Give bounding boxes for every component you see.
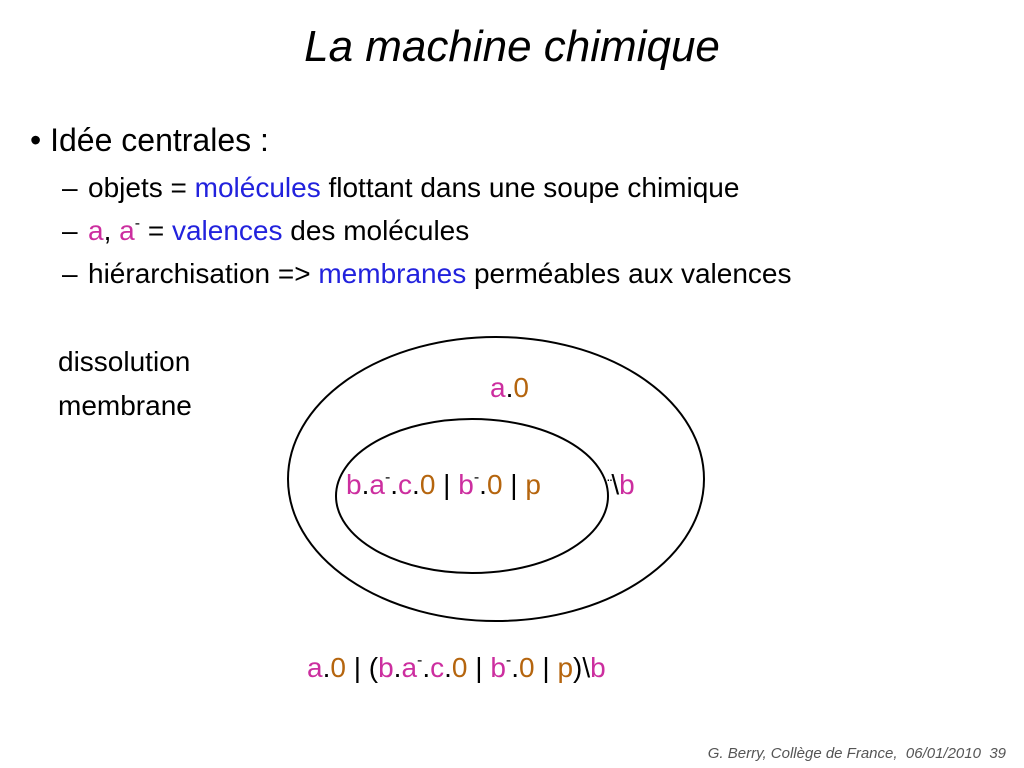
- text-segment: molécules: [194, 172, 321, 203]
- text-segment: p: [557, 652, 574, 683]
- superscript: -: [134, 214, 141, 232]
- dash-marker: –: [62, 258, 78, 289]
- text-segment: |: [467, 652, 491, 683]
- bottom-formula-text: [307, 652, 606, 683]
- footer-author: G. Berry, Collège de France,: [707, 745, 898, 762]
- text-segment: hiérarchisation =>: [88, 258, 319, 289]
- side-label-membrane: membrane: [58, 390, 192, 421]
- superscript: -: [473, 468, 480, 486]
- restriction-label: [606, 469, 635, 501]
- text-segment: |: [435, 469, 459, 500]
- text-segment: a: [369, 469, 385, 500]
- restriction-symbol: \: [611, 469, 620, 500]
- text-segment: |: [502, 469, 526, 500]
- text-segment: .: [322, 652, 331, 683]
- text-segment: 0: [451, 652, 468, 683]
- text-segment: .: [511, 652, 520, 683]
- text-segment: 0: [519, 652, 535, 683]
- text-segment: .: [444, 652, 452, 683]
- text-segment: =: [170, 172, 195, 203]
- text-segment: des molécules: [282, 215, 470, 246]
- slide-title: La machine chimique: [304, 22, 720, 71]
- bullet-text: Idée centrales :: [50, 122, 269, 158]
- side-label-dissolution: dissolution: [58, 346, 191, 377]
- inner-formula-text: [346, 469, 541, 500]
- footer-page: 39: [989, 745, 1006, 762]
- text-segment: .: [361, 469, 370, 500]
- text-segment: b: [590, 652, 606, 683]
- text-segment: )\: [573, 652, 591, 683]
- text-segment: 0: [419, 469, 436, 500]
- text-segment: .: [393, 652, 402, 683]
- restriction-dots: ··: [606, 471, 612, 487]
- text-segment: valences: [171, 215, 283, 246]
- text-segment: c: [430, 652, 445, 683]
- text-segment: a: [401, 652, 418, 683]
- superscript: -: [417, 651, 423, 669]
- dash-marker: –: [62, 172, 78, 203]
- footer: [708, 745, 1006, 762]
- text-segment: p: [525, 469, 541, 500]
- restriction-var: b: [619, 469, 635, 500]
- text-segment: .: [479, 469, 487, 500]
- text-segment: b: [458, 469, 474, 500]
- text-segment: flottant dans une soupe chimique: [320, 172, 740, 203]
- text-segment: .: [390, 469, 399, 500]
- text-segment: c: [398, 469, 413, 500]
- text-segment: .: [412, 469, 420, 500]
- outer-label-text: [490, 372, 529, 403]
- superscript: -: [505, 651, 512, 669]
- text-segment: b: [346, 469, 362, 500]
- dash-marker: –: [62, 215, 78, 246]
- text-segment: a: [307, 652, 323, 683]
- text-segment: 0: [486, 469, 503, 500]
- text-segment: perméables aux valences: [466, 258, 792, 289]
- outer-label: [490, 372, 529, 404]
- text-segment: b: [378, 652, 394, 683]
- text-segment: |: [534, 652, 558, 683]
- text-segment: 0: [513, 372, 529, 403]
- text-segment: =: [140, 215, 172, 246]
- text-segment: .: [505, 372, 514, 403]
- text-segment: ,: [103, 215, 120, 246]
- inner-formula: [346, 469, 541, 501]
- text-segment: 0: [330, 652, 346, 683]
- bullet-marker: •: [30, 122, 42, 158]
- footer-date: 06/01/2010: [905, 745, 981, 762]
- text-segment: a: [119, 215, 135, 246]
- text-segment: a: [88, 215, 104, 246]
- text-segment: objets: [88, 172, 171, 203]
- superscript: -: [384, 468, 391, 486]
- text-segment: membranes: [318, 258, 467, 289]
- text-segment: b: [490, 652, 506, 683]
- text-segment: .: [422, 652, 431, 683]
- text-segment: a: [490, 372, 506, 403]
- bottom-formula: [307, 652, 606, 684]
- text-segment: | (: [345, 652, 379, 683]
